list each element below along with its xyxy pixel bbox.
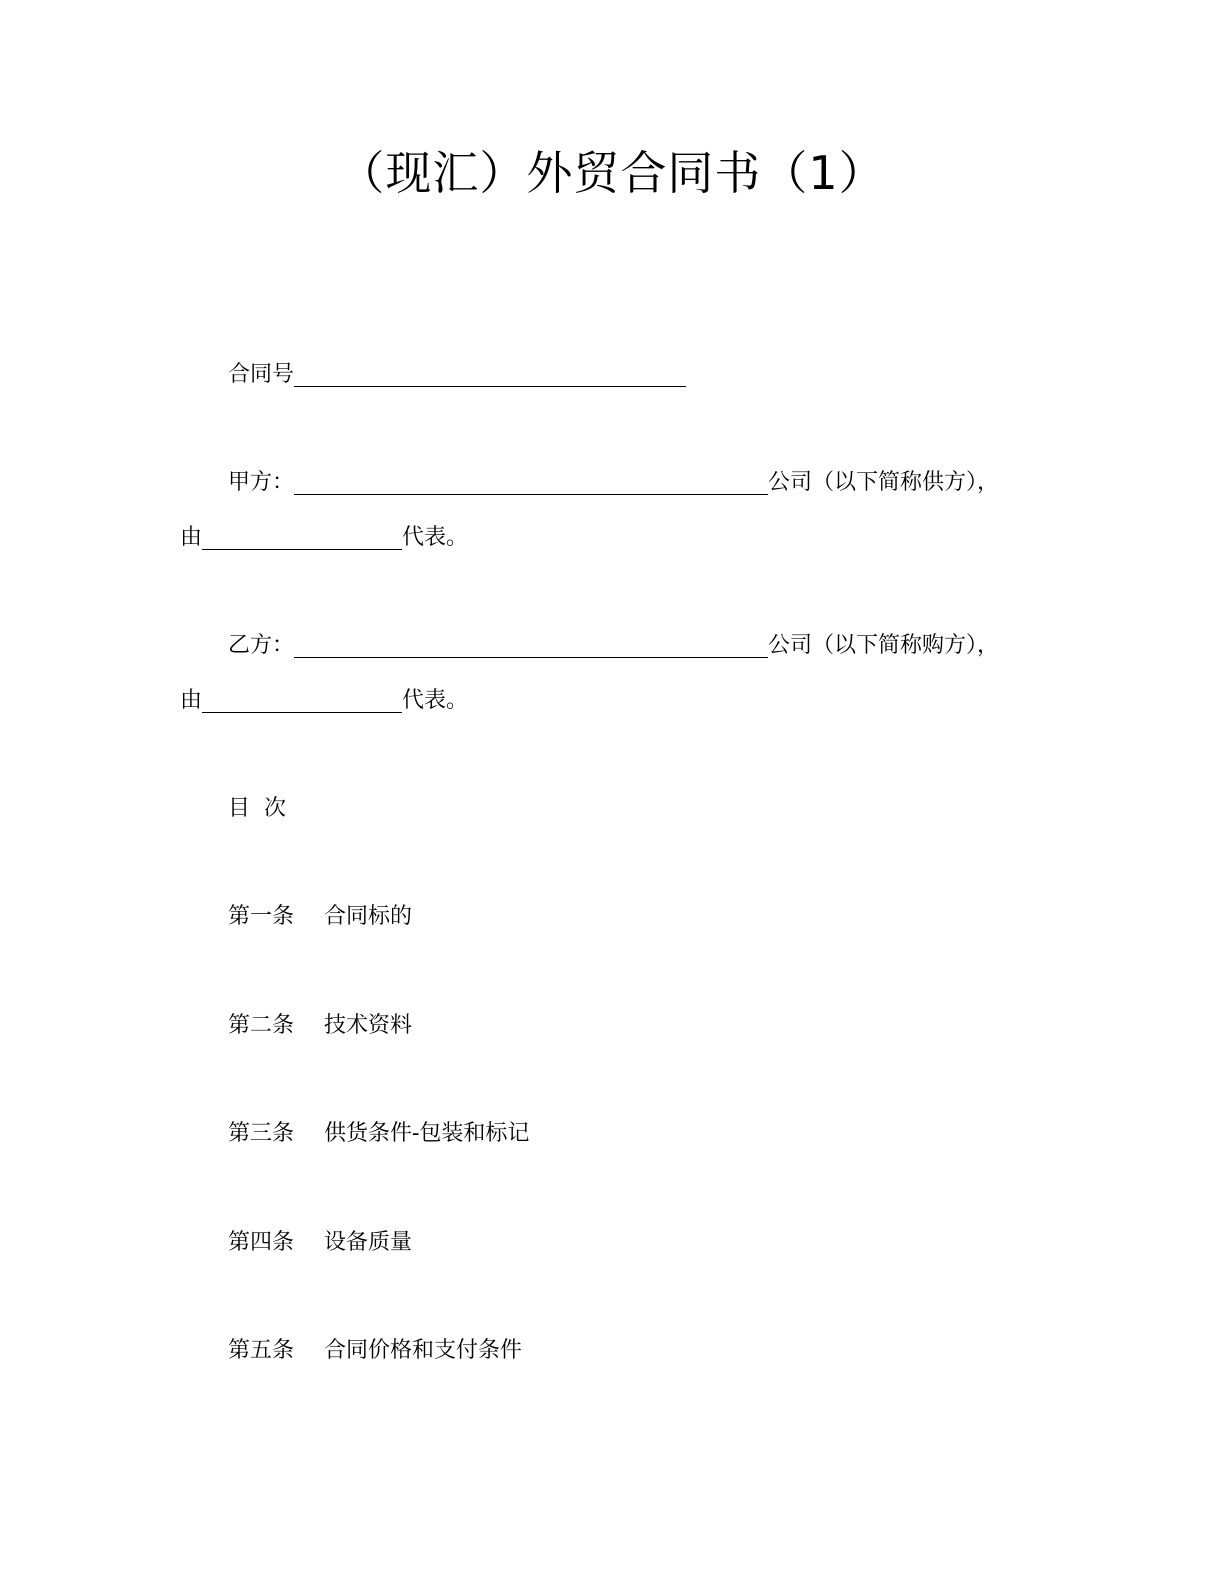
- party-b-rep-suffix: 代表。: [402, 688, 469, 713]
- contract-number-blank[interactable]: [294, 364, 686, 387]
- party-b-rep-blank[interactable]: [202, 690, 402, 713]
- party-a-rep-suffix: 代表。: [402, 525, 469, 550]
- party-b-rep-prefix: 由: [180, 688, 203, 713]
- party-a-suffix: 公司（以下简称供方），: [768, 470, 1000, 495]
- toc-item: [228, 1336, 522, 1366]
- toc-item-number: 第一条: [228, 904, 295, 929]
- toc-item-title: 合同价格和支付条件: [324, 1338, 523, 1363]
- toc-item: [228, 1228, 412, 1258]
- party-b-line: [228, 631, 999, 661]
- toc-item-number: 第二条: [228, 1013, 295, 1038]
- party-b-company-blank[interactable]: [294, 635, 768, 658]
- toc-item-title: 合同标的: [324, 904, 413, 929]
- party-b-label: 乙方：: [228, 633, 295, 658]
- toc-item-number: 第五条: [228, 1338, 295, 1363]
- toc-item-title: 技术资料: [324, 1013, 413, 1038]
- party-b-suffix: 公司（以下简称购方），: [768, 633, 1000, 658]
- contract-number-label: 合同号: [228, 362, 295, 387]
- contract-number-line: [228, 360, 686, 390]
- toc-item-title: 设备质量: [324, 1230, 413, 1255]
- party-b-rep-line: [180, 686, 468, 716]
- party-a-company-blank[interactable]: [294, 472, 768, 495]
- toc-heading: 目 次: [228, 796, 286, 821]
- party-a-line: [228, 468, 999, 498]
- party-a-rep-line: [180, 523, 468, 553]
- toc-item: [228, 902, 412, 932]
- party-a-rep-prefix: 由: [180, 525, 203, 550]
- document-title: （现汇）外贸合同书（1）: [338, 146, 886, 200]
- toc-item-number: 第四条: [228, 1230, 295, 1255]
- toc-item: [228, 1119, 529, 1149]
- toc-item-number: 第三条: [228, 1121, 295, 1146]
- toc-item-title: 供货条件-包装和标记: [324, 1121, 530, 1146]
- toc-item: [228, 1011, 412, 1041]
- party-a-label: 甲方：: [228, 470, 295, 495]
- party-a-rep-blank[interactable]: [202, 527, 402, 550]
